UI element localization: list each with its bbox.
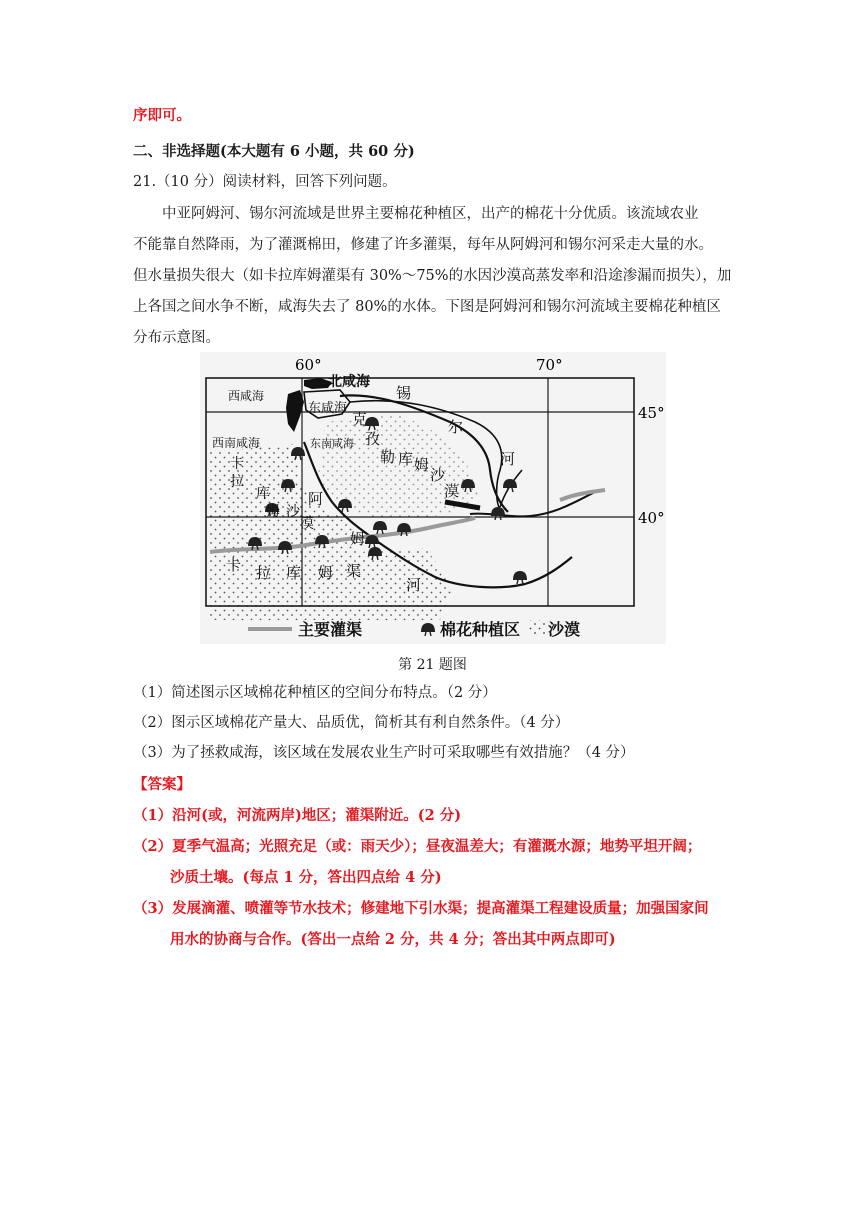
label-kyzylkum-char: 库 (398, 450, 414, 468)
answer-label: 【答案】 (133, 776, 191, 793)
label-karakum-char: 沙 (286, 504, 300, 520)
label-karakum-char: 库 (256, 486, 270, 502)
label-canal-char: 卡 (226, 556, 242, 574)
question-item: （2）图示区域棉花产量大、品质优，简析其有利自然条件。（4 分） (133, 715, 570, 731)
question-21-header: 21.（10 分）阅读材料，回答下列问题。 (133, 174, 397, 190)
label-karakum-char: 卡 (230, 456, 244, 472)
label-north-aral: 北咸海 (328, 374, 370, 390)
label-syr-char: 尔 (448, 418, 464, 436)
label-kyzylkum-char: 克 (352, 410, 368, 428)
answer-item: （3）发展滴灌、喷灌等节水技术；修建地下引水渠；提高灌渠工程建设质量；加强国家间 (133, 900, 709, 917)
lat-label-40: 40° (638, 509, 665, 527)
answer-item-continued: 沙质土壤。(每点 1 分，答出四点给 4 分) (170, 869, 442, 886)
label-amu-char: 河 (406, 576, 422, 594)
legend-cotton-label: 棉花种植区 (440, 620, 521, 639)
label-amu-char: 阿 (308, 490, 324, 508)
figure-caption: 第 21 题图 (398, 657, 467, 673)
label-kyzylkum-char: 孜 (365, 430, 381, 448)
legend-desert-label: 沙漠 (548, 620, 581, 639)
passage-line: 分布示意图。 (133, 330, 220, 346)
legend-canal-label: 主要灌渠 (298, 620, 363, 639)
section-title: 二、非选择题(本大题有 6 小题，共 60 分) (133, 143, 415, 160)
label-canal-char: 渠 (346, 562, 362, 580)
label-karakum-char: 拉 (230, 474, 244, 490)
passage-line: 中亚阿姆河、锡尔河流域是世界主要棉花种植区，出产的棉花十分优质。该流域农业 (162, 206, 699, 222)
lon-label-60: 60° (295, 356, 322, 374)
passage-line: 不能靠自然降雨，为了灌溉棉田，修建了许多灌渠，每年从阿姆河和锡尔河采走大量的水。 (133, 237, 713, 253)
answer-item-continued: 用水的协商与合作。(答出一点给 2 分，共 4 分；答出其中两点即可) (170, 931, 616, 948)
label-west-aral: 西咸海 (228, 389, 265, 403)
previous-answer-tail: 序即可。 (133, 107, 191, 124)
label-karakum-char: 姆 (266, 504, 280, 520)
label-canal-char: 拉 (256, 564, 272, 582)
question-item: （1）简述图示区域棉花种植区的空间分布特点。（2 分） (133, 685, 497, 701)
label-east-aral: 东咸海 (308, 401, 348, 416)
passage-line: 但水量损失很大（如卡拉库姆灌渠有 30%～75%的水因沙漠高蒸发率和沿途渗漏而损失），加 (133, 268, 732, 284)
label-southwest-aral: 西南咸海 (212, 436, 261, 450)
label-syr-char: 锡 (396, 384, 412, 402)
answer-item: （2）夏季气温高；光照充足（或：雨天少）；昼夜温差大；有灌溉水源；地势平坦开阔； (133, 838, 702, 855)
label-canal-char: 姆 (318, 564, 334, 582)
label-amu-char: 姆 (350, 530, 366, 548)
label-kyzylkum-char: 勒 (380, 448, 396, 466)
lat-label-45: 45° (638, 404, 665, 422)
label-kyzylkum-char: 沙 (430, 466, 446, 484)
label-kyzylkum-char: 漠 (444, 482, 460, 500)
lon-label-70: 70° (536, 356, 563, 374)
label-karakum-char: 漠 (300, 516, 314, 532)
label-syr-char: 河 (500, 450, 516, 468)
passage-line: 上各国之间水争不断，咸海失去了 80%的水体。下图是阿姆河和锡尔河流域主要棉花种植区 (133, 299, 721, 315)
label-canal-char: 库 (286, 564, 302, 582)
label-kyzylkum-char: 姆 (414, 456, 430, 474)
legend-desert-swatch (528, 620, 546, 636)
question-item: （3）为了拯救咸海，该区域在发展农业生产时可采取哪些有效措施？（4 分） (133, 745, 635, 761)
answer-item: （1）沿河(或，河流两岸)地区；灌渠附近。(2 分) (133, 807, 462, 824)
map-figure (200, 352, 666, 644)
label-southeast-aral: 东南咸海 (310, 437, 354, 450)
